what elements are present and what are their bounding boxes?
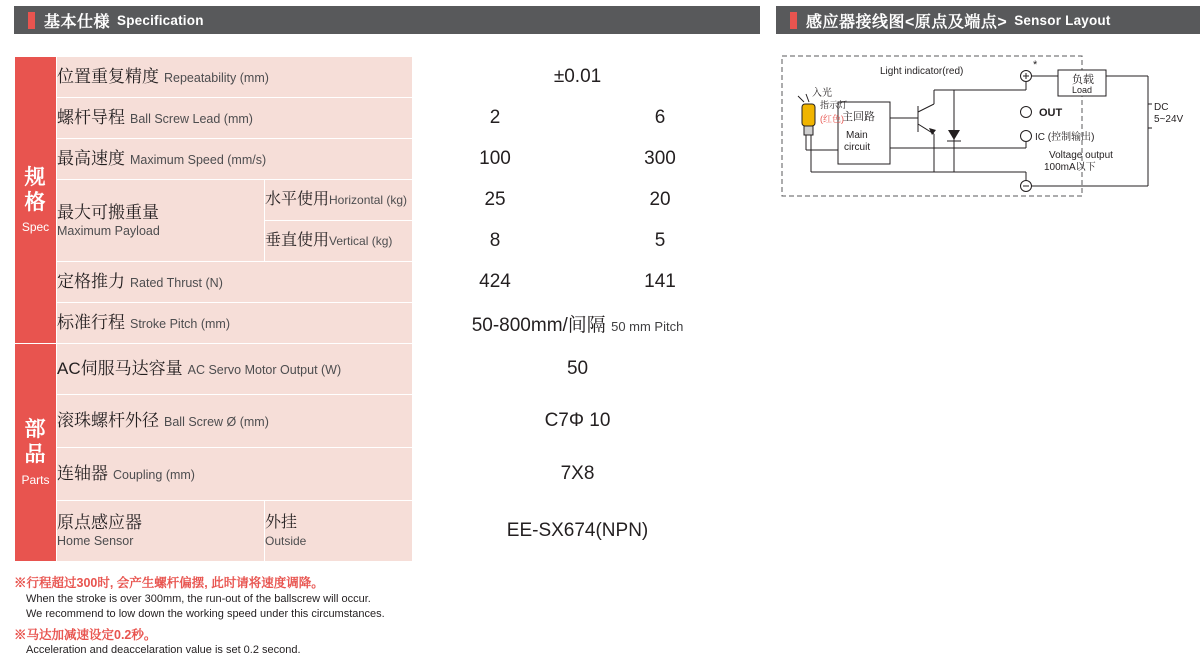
sub-label-vertical: [265, 221, 413, 262]
row-value-ball-screw-lead-2: 6: [578, 98, 743, 139]
sub-label-outside: [265, 501, 413, 562]
table-row: [15, 98, 743, 139]
ic-label-cn: IC (控制输出): [1035, 132, 1095, 143]
spec-table-wrapper: [14, 56, 742, 562]
row-label-cn: 位置重复精度: [57, 67, 159, 86]
sub-label-cn: 水平使用: [265, 191, 330, 208]
accent-bar-icon: [790, 12, 797, 29]
table-row: [15, 303, 743, 344]
table-row: [15, 344, 743, 395]
row-label-repeatability: [57, 57, 413, 98]
row-value-ball-screw-diameter: C7Φ 10: [413, 395, 743, 448]
row-value-coupling: 7X8: [413, 448, 743, 501]
row-value-payload-vertical-1: 8: [413, 221, 578, 262]
row-label-en: AC Servo Motor Output (W): [187, 363, 342, 377]
sub-label-en: Horizontal (kg): [329, 193, 408, 207]
light-indicator-en: Light indicator(red): [880, 66, 964, 77]
sub-label-cn: 垂直使用: [265, 232, 330, 249]
spec-section-header: [14, 6, 760, 34]
notes-block: [14, 575, 754, 663]
row-label-cn: 原点感应器: [57, 513, 142, 533]
row-value-payload-vertical-2: 5: [578, 221, 743, 262]
row-label-en: Rated Thrust (N): [130, 276, 223, 290]
row-label-cn: 定格推力: [57, 272, 125, 291]
row-value-repeatability: ±0.01: [413, 57, 743, 98]
light-in-cn: 入光: [812, 88, 832, 99]
row-value-rated-thrust-2: 141: [578, 262, 743, 303]
row-value-rated-thrust-1: 424: [413, 262, 578, 303]
group-label-spec-en: Spec: [21, 220, 50, 235]
sensor-header-cn: 感应器接线图<原点及端点>: [806, 13, 1008, 31]
spec-header-en: Specification: [117, 12, 204, 28]
indicator-cn: 指示灯: [820, 100, 848, 110]
row-label-ac-servo-motor-output: [57, 344, 413, 395]
row-label-cn: 标准行程: [57, 313, 125, 332]
row-value-home-sensor: EE-SX674(NPN): [413, 501, 743, 562]
load-en: Load: [1072, 85, 1093, 95]
group-label-spec: [15, 57, 57, 344]
table-row: [15, 501, 743, 562]
note-en-line1: When the stroke is over 300mm, the run-out of the ballscrew will occur.: [26, 592, 371, 605]
row-value-payload-horizontal-2: 20: [578, 180, 743, 221]
row-value-payload-horizontal-1: 25: [413, 180, 578, 221]
diode-symbol-icon: [947, 96, 961, 166]
spec-table: [14, 56, 743, 562]
table-row: [15, 262, 743, 303]
asterisk-label: *: [1033, 59, 1038, 71]
sub-label-en: Vertical (kg): [329, 234, 393, 248]
sensor-diagram-svg: [776, 46, 1200, 206]
main-circuit-en2: circuit: [844, 142, 871, 153]
row-label-cn: AC伺服马达容量: [57, 359, 183, 378]
row-label-en: Maximum Speed (mm/s): [130, 153, 267, 167]
row-label-coupling: [57, 448, 413, 501]
group-label-parts-cn: 部品: [24, 418, 47, 466]
row-value-ac-servo-motor-output: 50: [413, 344, 743, 395]
row-label-en: Maximum Payload: [57, 223, 160, 238]
row-label-cn: 连轴器: [57, 464, 108, 483]
dc-bracket: [1148, 104, 1152, 128]
main-circuit-cn: 主回路: [842, 111, 875, 123]
sub-label-horizontal: [265, 180, 413, 221]
table-row: [15, 180, 743, 221]
row-label-stroke-pitch: [57, 303, 413, 344]
row-label-en: Ball Screw Ø (mm): [164, 415, 269, 429]
note-en-line1: Acceleration and deaccelaration value is set 0.2 second.: [26, 644, 301, 657]
load-cn: 负载: [1072, 74, 1094, 86]
row-label-en: Ball Screw Lead (mm): [130, 112, 253, 126]
note-cn: ※马达加减速设定0.2秒。: [14, 627, 157, 642]
row-label-cn: 最大可搬重量: [57, 202, 159, 222]
row-label-rated-thrust: [57, 262, 413, 303]
row-label-en: Home Sensor: [57, 534, 134, 549]
group-label-spec-cn: 规格: [24, 165, 47, 214]
row-label-cn: 螺杆导程: [57, 108, 125, 127]
table-row: [15, 139, 743, 180]
table-row: [15, 57, 743, 98]
stroke-pitch-small: 50 mm Pitch: [611, 318, 684, 334]
sensor-layout-diagram: [776, 46, 1200, 206]
row-label-ball-screw-lead: [57, 98, 413, 139]
indicator-red-cn: (红色): [820, 114, 844, 124]
row-value-stroke-pitch: [413, 303, 743, 344]
sub-label-cn: 外挂: [265, 514, 298, 531]
row-label-en: Repeatability (mm): [164, 71, 269, 85]
sensor-header-en: Sensor Layout: [1014, 12, 1111, 28]
dc-label-line2: 5~24V: [1154, 114, 1184, 125]
row-label-maximum-payload: [57, 180, 265, 262]
row-value-maximum-speed-2: 300: [578, 139, 743, 180]
accent-bar-icon: [28, 12, 35, 29]
row-label-en: Stroke Pitch (mm): [130, 317, 231, 331]
row-label-home-sensor: [57, 501, 265, 562]
out-label: OUT: [1039, 107, 1063, 119]
row-label-cn: 滚珠螺杆外径: [57, 411, 159, 430]
dc-label-line1: DC: [1154, 102, 1169, 113]
transistor-symbol-icon: [902, 90, 936, 172]
table-row: [15, 395, 743, 448]
note-item: [14, 575, 754, 622]
row-value-ball-screw-lead-1: 2: [413, 98, 578, 139]
row-label-maximum-speed: [57, 139, 413, 180]
note-item: [14, 627, 754, 659]
note-en-line2: We recommend to low down the working speed under this circumstances.: [26, 607, 385, 620]
row-label-cn: 最高速度: [57, 149, 125, 168]
sub-label-en: Outside: [265, 534, 307, 548]
stroke-pitch-main: 50-800mm/间隔: [471, 314, 606, 336]
sensor-section-header: [776, 6, 1200, 34]
light-indicator-icon: [798, 94, 815, 150]
row-value-maximum-speed-1: 100: [413, 139, 578, 180]
voltage-output-en2: 100mA以下: [1044, 162, 1096, 173]
note-cn: ※行程超过300时, 会产生螺杆偏摆, 此时请将速度调降。: [14, 576, 324, 590]
sensor-body-outline: [782, 56, 1082, 196]
row-label-ball-screw-diameter: [57, 395, 413, 448]
row-label-en: Coupling (mm): [113, 468, 195, 482]
table-row: [15, 448, 743, 501]
main-circuit-en1: Main: [846, 130, 868, 141]
voltage-output-en1: Voltage output: [1049, 150, 1113, 161]
group-label-parts-en: Parts: [21, 472, 50, 487]
group-label-parts: [15, 344, 57, 562]
spec-header-cn: 基本仕様: [44, 13, 111, 31]
